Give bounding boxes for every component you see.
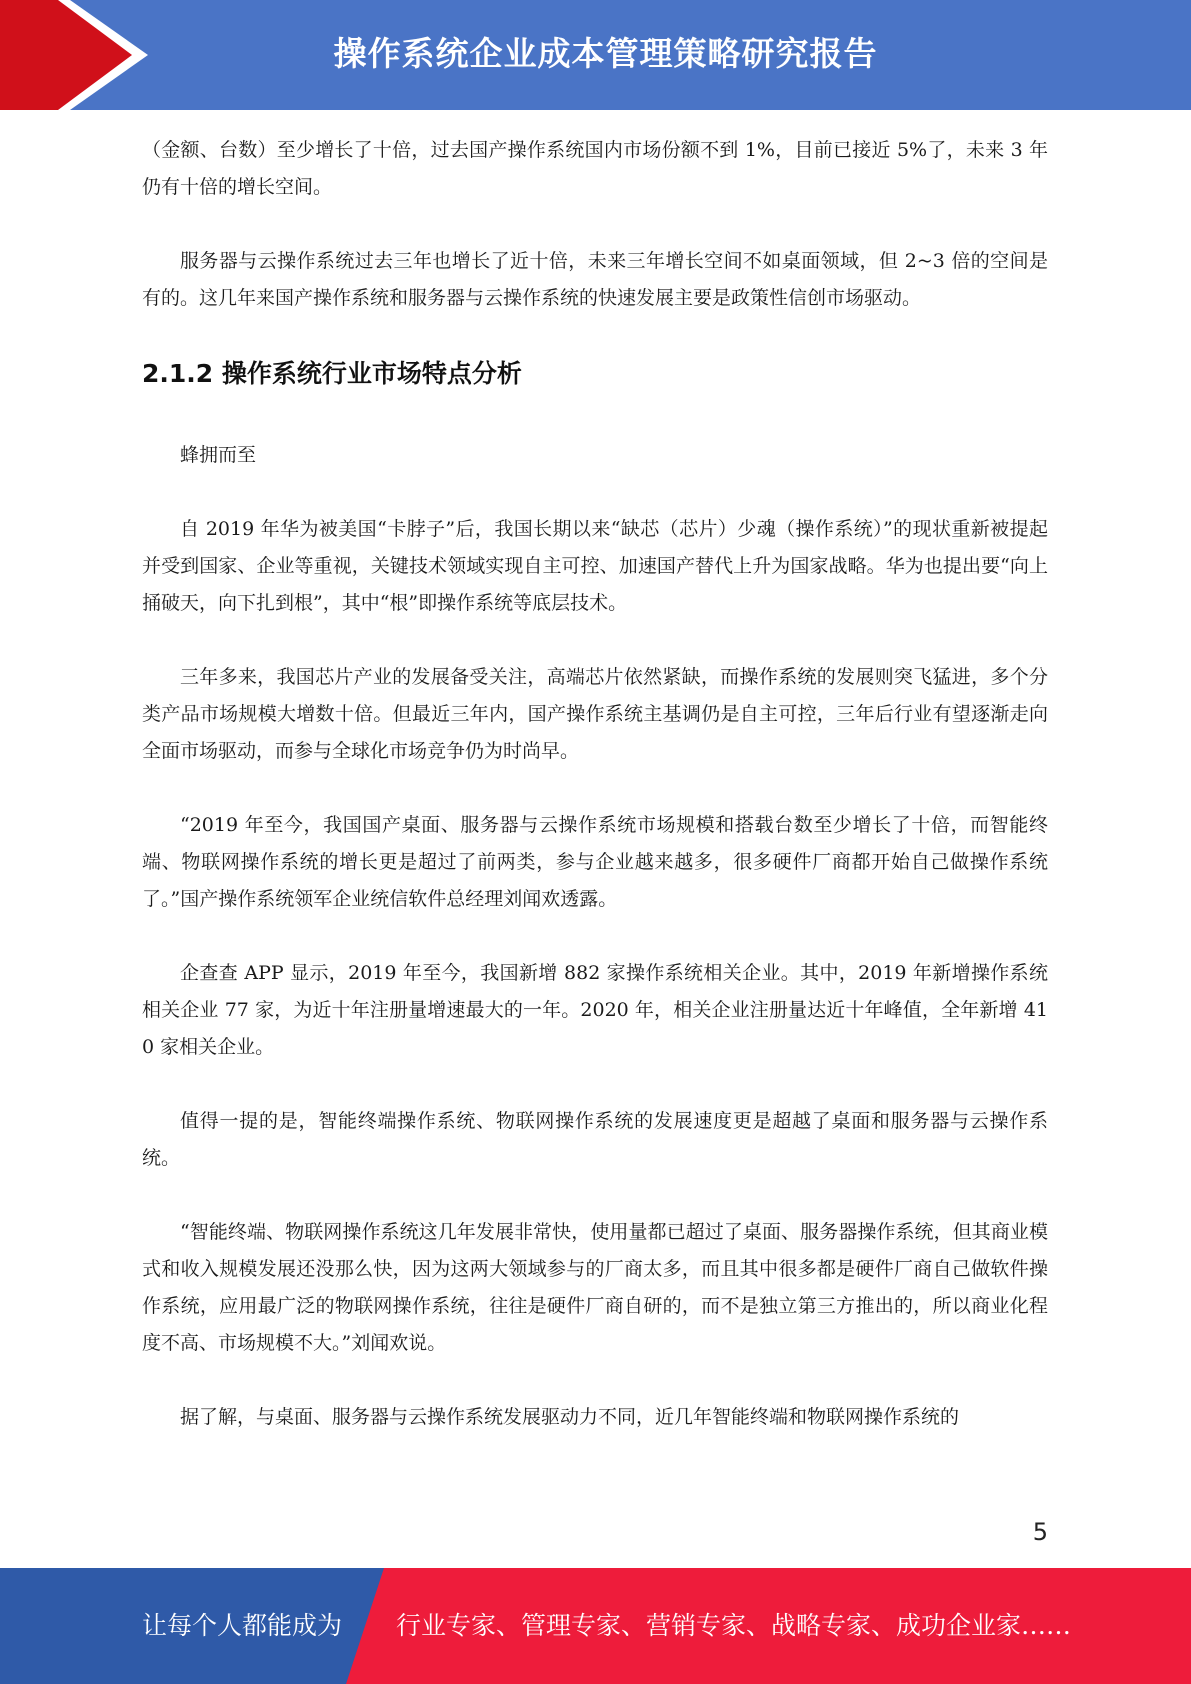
- section-heading: 2.1.2 操作系统行业市场特点分析: [142, 359, 522, 388]
- paragraph: 蜂拥而至: [180, 444, 257, 466]
- page-header: [0, 0, 1191, 110]
- paragraph: “智能终端、物联网操作系统这几年发展非常快，使用量都已超过了桌面、服务器操作系统，但其商业模式和收入规模发展还没那么快，因为这两大领域参与的厂商太多，而且其中很多都是硬件厂商自己做软件操作系统，应用最广泛的物联网操作系统，往往是硬件厂商自研的，而不是独立第三方推出的，所以商业化程度不高、市场规模不大。”刘闻欢说。: [142, 1221, 1048, 1354]
- footer-slogan-right: 行业专家、管理专家、营销专家、战略专家、成功企业家……: [396, 1611, 1072, 1640]
- footer-slogan-left: 让每个人都能成为: [142, 1611, 343, 1640]
- paragraph: 企查查 APP 显示，2019 年至今，我国新增 882 家操作系统相关企业。其中，2019 年新增操作系统相关企业 77 家，为近十年注册量增速最大的一年。2020 年，相关企业注册量达近十年峰值，全年新增 410 家相关企业。: [142, 962, 1048, 1058]
- report-title: 操作系统企业成本管理策略研究报告: [333, 34, 878, 73]
- paragraph: “2019 年至今，我国国产桌面、服务器与云操作系统市场规模和搭载台数至少增长了十倍，而智能终端、物联网操作系统的增长更是超过了前两类，参与企业越来越多，很多硬件厂商都开始自己做操作系统了。”国产操作系统领军企业统信软件总经理刘闻欢透露。: [142, 814, 1048, 910]
- document-body: [142, 132, 1048, 1473]
- page-footer: [0, 1568, 1191, 1684]
- paragraph: 自 2019 年华为被美国“卡脖子”后，我国长期以来“缺芯（芯片）少魂（操作系统）”的现状重新被提起并受到国家、企业等重视，关键技术领域实现自主可控、加速国产替代上升为国家战略。华为也提出要“向上捅破天，向下扎到根”，其中“根”即操作系统等底层技术。: [142, 518, 1048, 614]
- paragraph: 服务器与云操作系统过去三年也增长了近十倍，未来三年增长空间不如桌面领域，但 2~3 倍的空间是有的。这几年来国产操作系统和服务器与云操作系统的快速发展主要是政策性信创市场驱动。: [142, 250, 1048, 309]
- paragraph: 据了解，与桌面、服务器与云操作系统发展驱动力不同，近几年智能终端和物联网操作系统的: [180, 1406, 960, 1428]
- page-number: 5: [1032, 1518, 1048, 1546]
- paragraph: 值得一提的是，智能终端操作系统、物联网操作系统的发展速度更是超越了桌面和服务器与云操作系统。: [142, 1110, 1048, 1169]
- paragraph: （金额、台数）至少增长了十倍，过去国产操作系统国内市场份额不到 1%，目前已接近 5%了，未来 3 年仍有十倍的增长空间。: [142, 139, 1048, 198]
- paragraph: 三年多来，我国芯片产业的发展备受关注，高端芯片依然紧缺，而操作系统的发展则突飞猛进，多个分类产品市场规模大增数十倍。但最近三年内，国产操作系统主基调仍是自主可控，三年后行业有望逐渐走向全面市场驱动，而参与全球化市场竞争仍为时尚早。: [142, 666, 1048, 762]
